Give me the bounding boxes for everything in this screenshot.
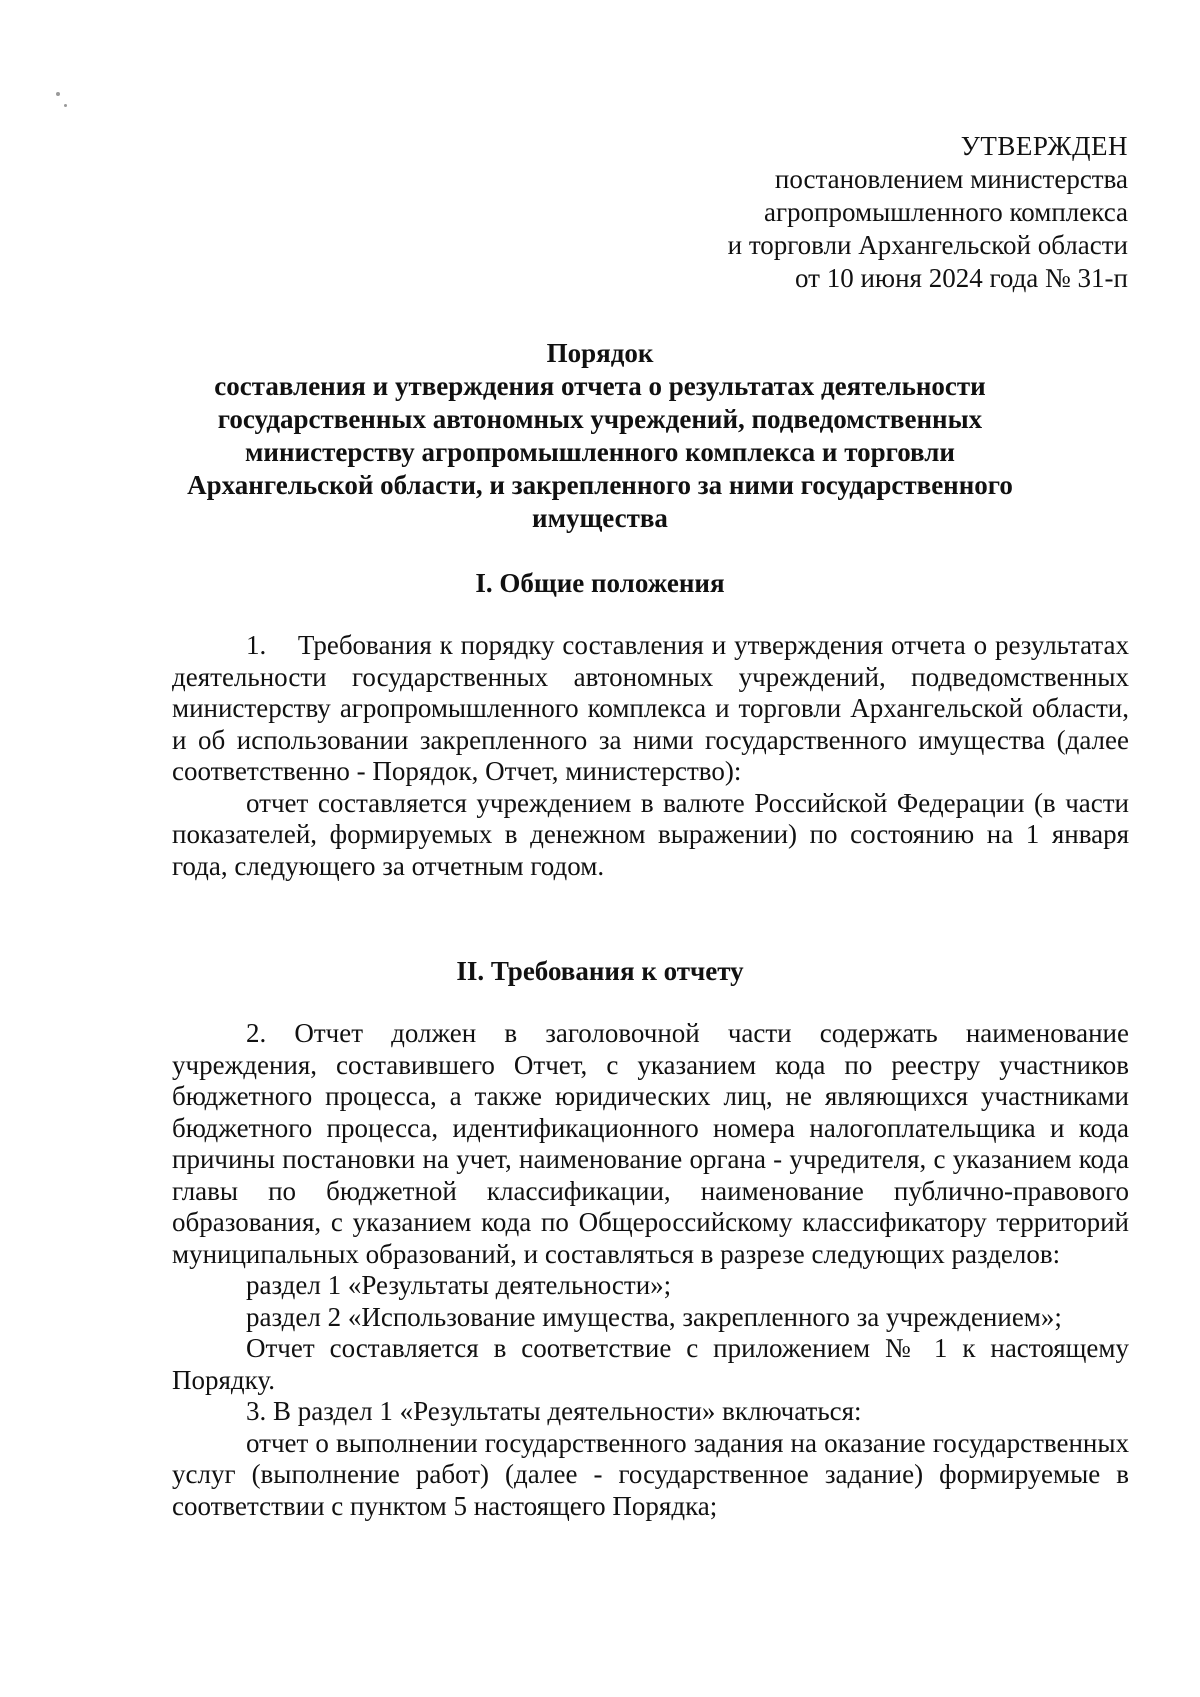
title-line: составления и утверждения отчета о результатах деятельности [214,371,986,401]
title-line: Архангельской области, и закрепленного за ними государственного [187,470,1013,500]
paragraph: 2. Отчет должен в заголовочной части содержать наименование учреждения, составившего Отчет, с указанием кода по реестру участников бюджетного процесса, а также юридических лиц, не являющихся участниками бюджетного процесса, идентификационного номера налогоплательщика и кода причины постановки на учет, наименование органа - учредителя, с указанием кода главы по бюджетной классификации, наименование публично-правового образования, с указанием кода по Общероссийскому классификатору территорий муниципальных образований, и составляться в разрезе следующих разделов: [172,1018,1129,1269]
title-line: Порядок [546,338,654,368]
approval-line: постановлением министерства [774,164,1128,194]
title-line: имущества [532,503,668,533]
title-line: государственных автономных учреждений, подведомственных [217,404,983,434]
approval-line: и торговли Архангельской области [727,230,1128,260]
title-line: министерству агропромышленного комплекса и торговли [245,437,955,467]
paragraph: Отчет составляется в соответствие с приложением № 1 к настоящему Порядку. [172,1333,1129,1395]
paragraph: раздел 1 «Результаты деятельности»; [246,1270,672,1300]
paragraph: раздел 2 «Использование имущества, закрепленного за учреждением»; [246,1301,1062,1332]
document-title [180,337,1020,535]
section-general-body [172,630,1129,882]
paragraph: 3. В раздел 1 «Результаты деятельности» включаться: [246,1396,862,1426]
section-heading-requirements: II. Требования к отчету [456,956,744,986]
approval-stamp [608,130,1128,295]
paragraph: отчет о выполнении государственного задания на оказание государственных услуг (выполнение работ) (далее - государственное задание) формируемые в соответствии с пунктом 5 настоящего Порядка; [172,1427,1129,1521]
approval-title: УТВЕРЖДЕН [960,131,1128,161]
paragraph: 1. Требования к порядку составления и утверждения отчета о результатах деятельности государственных автономных учреждений, подведомственных министерству агропромышленного комплекса и торговли Архангельской области, и об использовании закрепленного за ними государственного имущества (далее соответственно - Порядок, Отчет, министерство): [172,630,1129,786]
section-heading-general: I. Общие положения [475,568,725,598]
paragraph: отчет составляется учреждением в валюте Российской Федерации (в части показателей, формируемых в денежном выражении) по состоянию на 1 января года, следующего за отчетным годом. [172,787,1129,881]
approval-line: агропромышленного комплекса [764,197,1128,227]
section-requirements-body [172,1018,1129,1522]
scan-speck [56,92,60,96]
approval-date: от 10 июня 2024 года № 31-п [795,263,1128,293]
scan-speck [64,104,67,107]
